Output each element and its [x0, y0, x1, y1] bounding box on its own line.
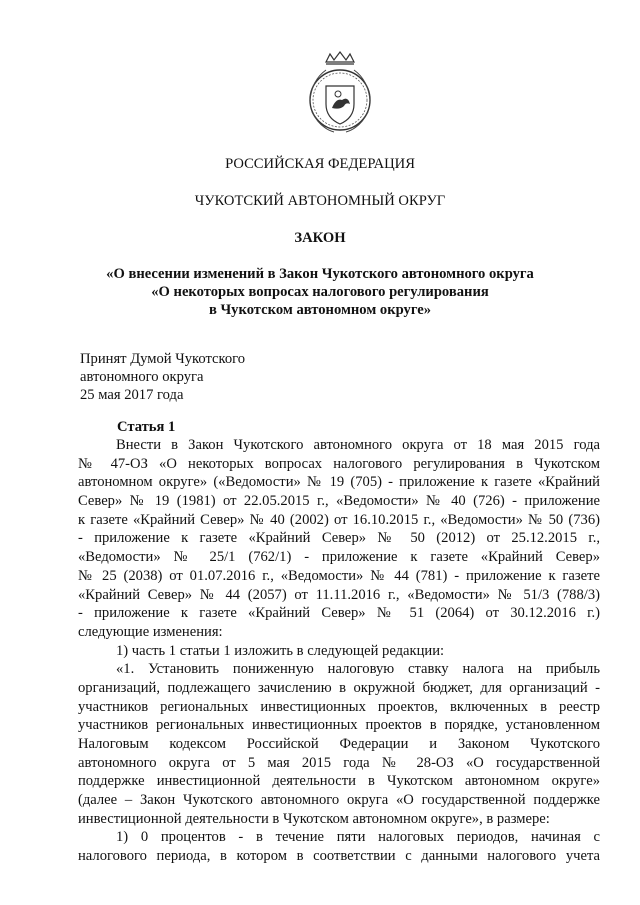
adoption-block — [80, 350, 245, 404]
body-line: участников региональных инвестиционных проектов, включенных в реестр — [78, 698, 600, 715]
body-line: участников региональных инвестиционных проектов в порядке, установленном — [78, 717, 600, 734]
body-line: 1) часть 1 статьи 1 изложить в следующей редакции: — [116, 642, 445, 659]
body-line: следующие изменения: — [78, 623, 223, 640]
article-body — [78, 436, 600, 866]
law-title-line-3: в Чукотском автономном округе» — [208, 302, 432, 318]
country-heading: РОССИЙСКАЯ ФЕДЕРАЦИЯ — [225, 156, 415, 172]
body-line: «Ведомости» № 25/1 (762/1) - приложение к газете «Крайний Север» — [78, 549, 600, 566]
body-line: № 25 (2038) от 01.07.2016 г., «Ведомости» № 44 (781) - приложение к газете — [78, 567, 600, 584]
region-heading: ЧУКОТСКИЙ АВТОНОМНЫЙ ОКРУГ — [194, 193, 446, 209]
coat-of-arms-icon — [298, 50, 382, 138]
law-title-line-1: «О внесении изменений в Закон Чукотского автономного округа — [106, 266, 534, 282]
adoption-date: 25 мая 2017 года — [80, 387, 184, 403]
article-title: Статья 1 — [117, 419, 176, 435]
body-line: «1. Установить пониженную налоговую ставку налога на прибыль — [116, 661, 600, 678]
body-line: налогового периода, в котором в соответствии с данными налогового учета — [78, 848, 600, 865]
body-line: № 47-ОЗ «О некоторых вопросах налогового регулирования в Чукотском — [78, 455, 600, 472]
body-line: организаций, подлежащего зачислению в окружной бюджет, для организаций - — [78, 679, 600, 696]
body-line: автономного округа от 5 мая 2015 года № 28-ОЗ «О государственной — [78, 754, 600, 771]
body-line: к газете «Крайний Север» № 40 (2002) от 16.10.2015 г., «Ведомости» № 50 (736) — [78, 511, 600, 528]
body-line: 1) 0 процентов - в течение пяти налоговых периодов, начиная с — [116, 829, 600, 846]
body-line: Налоговым кодексом Российской Федерации и Законом Чукотского — [78, 736, 600, 752]
body-line: автономном округе» («Ведомости» № 19 (705) - приложение к газете «Крайний — [78, 474, 600, 491]
doc-type-heading: ЗАКОН — [294, 230, 346, 246]
body-line: (далее – Закон Чукотского автономного округа «О государственной поддержке — [78, 792, 600, 809]
law-title-line-2: «О некоторых вопросах налогового регулирования — [151, 284, 489, 300]
coat-of-arms-emblem — [298, 50, 382, 138]
body-line: поддержке инвестиционной деятельности в Чукотском автономном округе» — [78, 773, 600, 790]
adoption-line: Принят Думой Чукотского — [80, 351, 246, 367]
body-line: «Крайний Север» № 44 (2057) от 11.11.2016 г., «Ведомости» № 51/3 (788/3) — [78, 586, 600, 603]
body-line: Север» № 19 (1981) от 22.05.2015 г., «Ведомости» № 40 (726) - приложение — [78, 493, 600, 510]
adoption-line: автономного округа — [80, 369, 204, 385]
body-line: - приложение к газете «Крайний Север» № 51 (2064) от 30.12.2016 г.) — [78, 605, 600, 622]
body-line: - приложение к газете «Крайний Север» № 50 (2012) от 25.12.2015 г., — [78, 530, 600, 547]
body-line: инвестиционной деятельности в Чукотском автономном округе», в размере: — [78, 810, 550, 827]
body-line: Внести в Закон Чукотского автономного округа от 18 мая 2015 года — [116, 437, 600, 453]
